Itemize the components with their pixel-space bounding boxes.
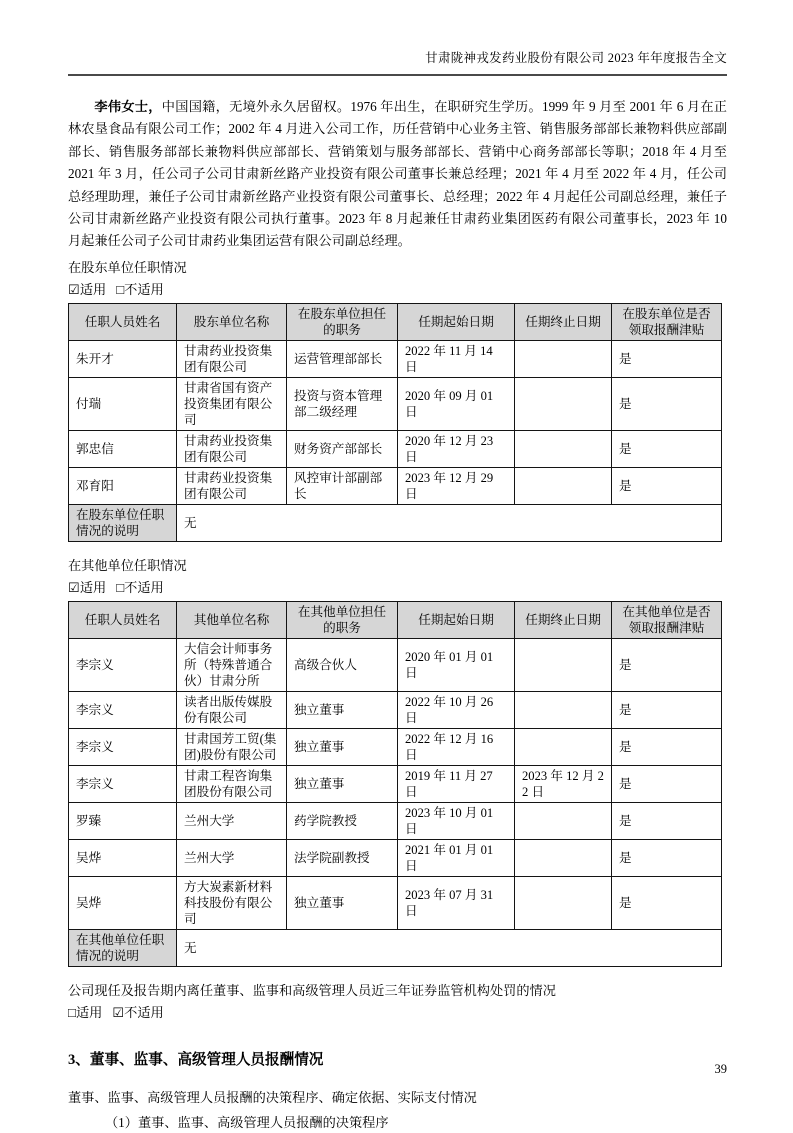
- table-cell: 读者出版传媒股份有限公司: [177, 691, 287, 728]
- table-cell: 邓育阳: [69, 467, 177, 504]
- col-header: 其他单位名称: [177, 601, 287, 638]
- table-cell: 法学院副教授: [287, 839, 398, 876]
- table-cell: 独立董事: [287, 691, 398, 728]
- table-cell: 吴烨: [69, 876, 177, 929]
- table-row: [69, 728, 722, 765]
- table-note-row: [69, 504, 722, 541]
- shareholder-positions-table: [68, 303, 722, 542]
- table-cell: 独立董事: [287, 728, 398, 765]
- table-cell: 风控审计部副部长: [287, 467, 398, 504]
- col-header: 股东单位名称: [177, 303, 287, 340]
- table-cell: 2022 年 12 月 16 日: [398, 728, 515, 765]
- col-header: 在股东单位是否领取报酬津贴: [612, 303, 722, 340]
- table-cell: [515, 839, 612, 876]
- table-cell: [515, 467, 612, 504]
- table-cell: 是: [612, 765, 722, 802]
- table-cell: 运营管理部部长: [287, 340, 398, 377]
- table-row: [69, 430, 722, 467]
- table-note-row: [69, 929, 722, 966]
- table-cell: 吴烨: [69, 839, 177, 876]
- table-cell: 甘肃工程咨询集团股份有限公司: [177, 765, 287, 802]
- table-row: [69, 377, 722, 430]
- table-cell: 是: [612, 377, 722, 430]
- compensation-decision-text: 董事、监事、高级管理人员报酬的决策程序、确定依据、实际支付情况: [68, 1089, 477, 1105]
- table-cell: [515, 340, 612, 377]
- other-section-title: 在其他单位任职情况: [68, 557, 187, 573]
- table-cell: [515, 691, 612, 728]
- table-cell: 朱开才: [69, 340, 177, 377]
- table-row: [69, 467, 722, 504]
- table-cell: 独立董事: [287, 876, 398, 929]
- col-header: 在其他单位是否领取报酬津贴: [612, 601, 722, 638]
- shareholder-section-title: 在股东单位任职情况: [68, 259, 187, 275]
- table-cell: 2023 年 07 月 31 日: [398, 876, 515, 929]
- table-cell: 付瑞: [69, 377, 177, 430]
- table-cell: 2020 年 01 月 01 日: [398, 638, 515, 691]
- table-cell: 2021 年 01 月 01 日: [398, 839, 515, 876]
- table-cell: 是: [612, 691, 722, 728]
- table-cell: 药学院教授: [287, 802, 398, 839]
- not-applicable-checkbox: □不适用: [116, 281, 164, 297]
- col-header: 任期起始日期: [398, 303, 515, 340]
- table-cell: 方大炭素新材料科技股份有限公司: [177, 876, 287, 929]
- table-cell: 罗臻: [69, 802, 177, 839]
- table-cell: 甘肃药业投资集团有限公司: [177, 430, 287, 467]
- table-cell: 甘肃药业投资集团有限公司: [177, 467, 287, 504]
- col-header: 任期起始日期: [398, 601, 515, 638]
- table-cell: 郭忠信: [69, 430, 177, 467]
- table-header-row: [69, 303, 722, 340]
- table-cell: 是: [612, 839, 722, 876]
- table-cell: 李宗义: [69, 691, 177, 728]
- biography-text: 中国国籍，无境外永久居留权。1976 年出生，在职研究生学历。1999 年 9 月至 2001 年 6 月在正林农垦食品有限公司工作；2002 年 4 月进入公司工作，历任营销中心业务主管、销售服务部部长兼物料供应部副部长、销售服务部部长兼物料供应部部长、营销策划与服务部部长、营销中心商务部部长等职；2018 年 4 月至 2021 年 3 月，任公司子公司甘肃新丝路产业投资有限公司董事长兼总经理；2021 年 4 月至 2022 年 4 月，任公司总经理助理，兼任子公司甘肃新丝路产业投资有限公司董事长、总经理；2022 年 4 月起任公司副总经理，兼任子公司甘肃新丝路产业投资有限公司执行董事。2023 年 8 月起兼任甘肃药业集团医药有限公司董事长，2023 年 10 月起兼任公司子公司甘肃药业集团运营有限公司副总经理。: [68, 99, 727, 249]
- page-number: 39: [714, 1062, 727, 1076]
- table-cell: 是: [612, 728, 722, 765]
- table-cell: 2022 年 10 月 26 日: [398, 691, 515, 728]
- table-cell: 2023 年 10 月 01 日: [398, 802, 515, 839]
- table-row: [69, 802, 722, 839]
- table-cell: 2020 年 09 月 01 日: [398, 377, 515, 430]
- table-header-row: [69, 601, 722, 638]
- shareholder-applicability: [68, 280, 727, 300]
- table-cell: 是: [612, 876, 722, 929]
- table-cell: 是: [612, 802, 722, 839]
- biography-paragraph: [68, 96, 727, 253]
- applicable-checkbox-checked: ☑适用: [68, 579, 107, 595]
- table-row: [69, 691, 722, 728]
- table-cell: 2019 年 11 月 27 日: [398, 765, 515, 802]
- table-cell: [515, 638, 612, 691]
- table-row: [69, 839, 722, 876]
- table-cell: 独立董事: [287, 765, 398, 802]
- section-heading-compensation: 3、董事、监事、高级管理人员报酬情况: [68, 1051, 324, 1068]
- not-applicable-checkbox: □不适用: [116, 579, 164, 595]
- col-header: 任期终止日期: [515, 303, 612, 340]
- table-cell: 是: [612, 430, 722, 467]
- page-header-title: 甘肃陇神戎发药业股份有限公司 2023 年年度报告全文: [425, 51, 727, 65]
- applicable-checkbox: □适用: [68, 1004, 103, 1020]
- penalty-applicability: [68, 1003, 727, 1023]
- table-cell: 甘肃药业投资集团有限公司: [177, 340, 287, 377]
- table-cell: 李宗义: [69, 638, 177, 691]
- table-cell: 兰州大学: [177, 802, 287, 839]
- table-cell: [515, 430, 612, 467]
- table-cell: 甘肃省国有资产投资集团有限公司: [177, 377, 287, 430]
- table-cell: 2023 年 12 月 22 日: [515, 765, 612, 802]
- table-cell: 是: [612, 467, 722, 504]
- note-label-cell: 在股东单位任职情况的说明: [69, 504, 177, 541]
- table-row: [69, 765, 722, 802]
- table-cell: [515, 802, 612, 839]
- table-cell: 2022 年 11 月 14 日: [398, 340, 515, 377]
- table-cell: 甘肃国芳工贸(集团)股份有限公司: [177, 728, 287, 765]
- table-cell: [515, 377, 612, 430]
- table-cell: 李宗义: [69, 728, 177, 765]
- table-row: [69, 638, 722, 691]
- table-cell: 高级合伙人: [287, 638, 398, 691]
- penalty-statement: 公司现任及报告期内离任董事、监事和高级管理人员近三年证券监管机构处罚的情况: [68, 982, 556, 998]
- table-cell: 李宗义: [69, 765, 177, 802]
- other-applicability: [68, 578, 727, 598]
- table-cell: 是: [612, 638, 722, 691]
- col-header: 在股东单位担任的职务: [287, 303, 398, 340]
- applicable-checkbox-checked: ☑适用: [68, 281, 107, 297]
- table-cell: 投资与资本管理部二级经理: [287, 377, 398, 430]
- header-rule: [68, 74, 727, 76]
- not-applicable-checkbox-checked: ☑不适用: [112, 1004, 164, 1020]
- table-cell: [515, 728, 612, 765]
- note-value-cell: 无: [177, 929, 722, 966]
- table-cell: 大信会计师事务所（特殊普通合伙）甘肃分所: [177, 638, 287, 691]
- table-cell: 2023 年 12 月 29 日: [398, 467, 515, 504]
- col-header: 在其他单位担任的职务: [287, 601, 398, 638]
- table-cell: 财务资产部部长: [287, 430, 398, 467]
- biography-lead-name: 李伟女士，: [94, 99, 162, 114]
- table-row: [69, 876, 722, 929]
- col-header: 任期终止日期: [515, 601, 612, 638]
- table-cell: 2020 年 12 月 23 日: [398, 430, 515, 467]
- other-positions-table: [68, 601, 722, 967]
- table-row: [69, 340, 722, 377]
- table-cell: 兰州大学: [177, 839, 287, 876]
- note-value-cell: 无: [177, 504, 722, 541]
- compensation-sub-item: （1）董事、监事、高级管理人员报酬的决策程序: [105, 1114, 389, 1130]
- table-cell: [515, 876, 612, 929]
- table-cell: 是: [612, 340, 722, 377]
- col-header: 任职人员姓名: [69, 601, 177, 638]
- note-label-cell: 在其他单位任职情况的说明: [69, 929, 177, 966]
- col-header: 任职人员姓名: [69, 303, 177, 340]
